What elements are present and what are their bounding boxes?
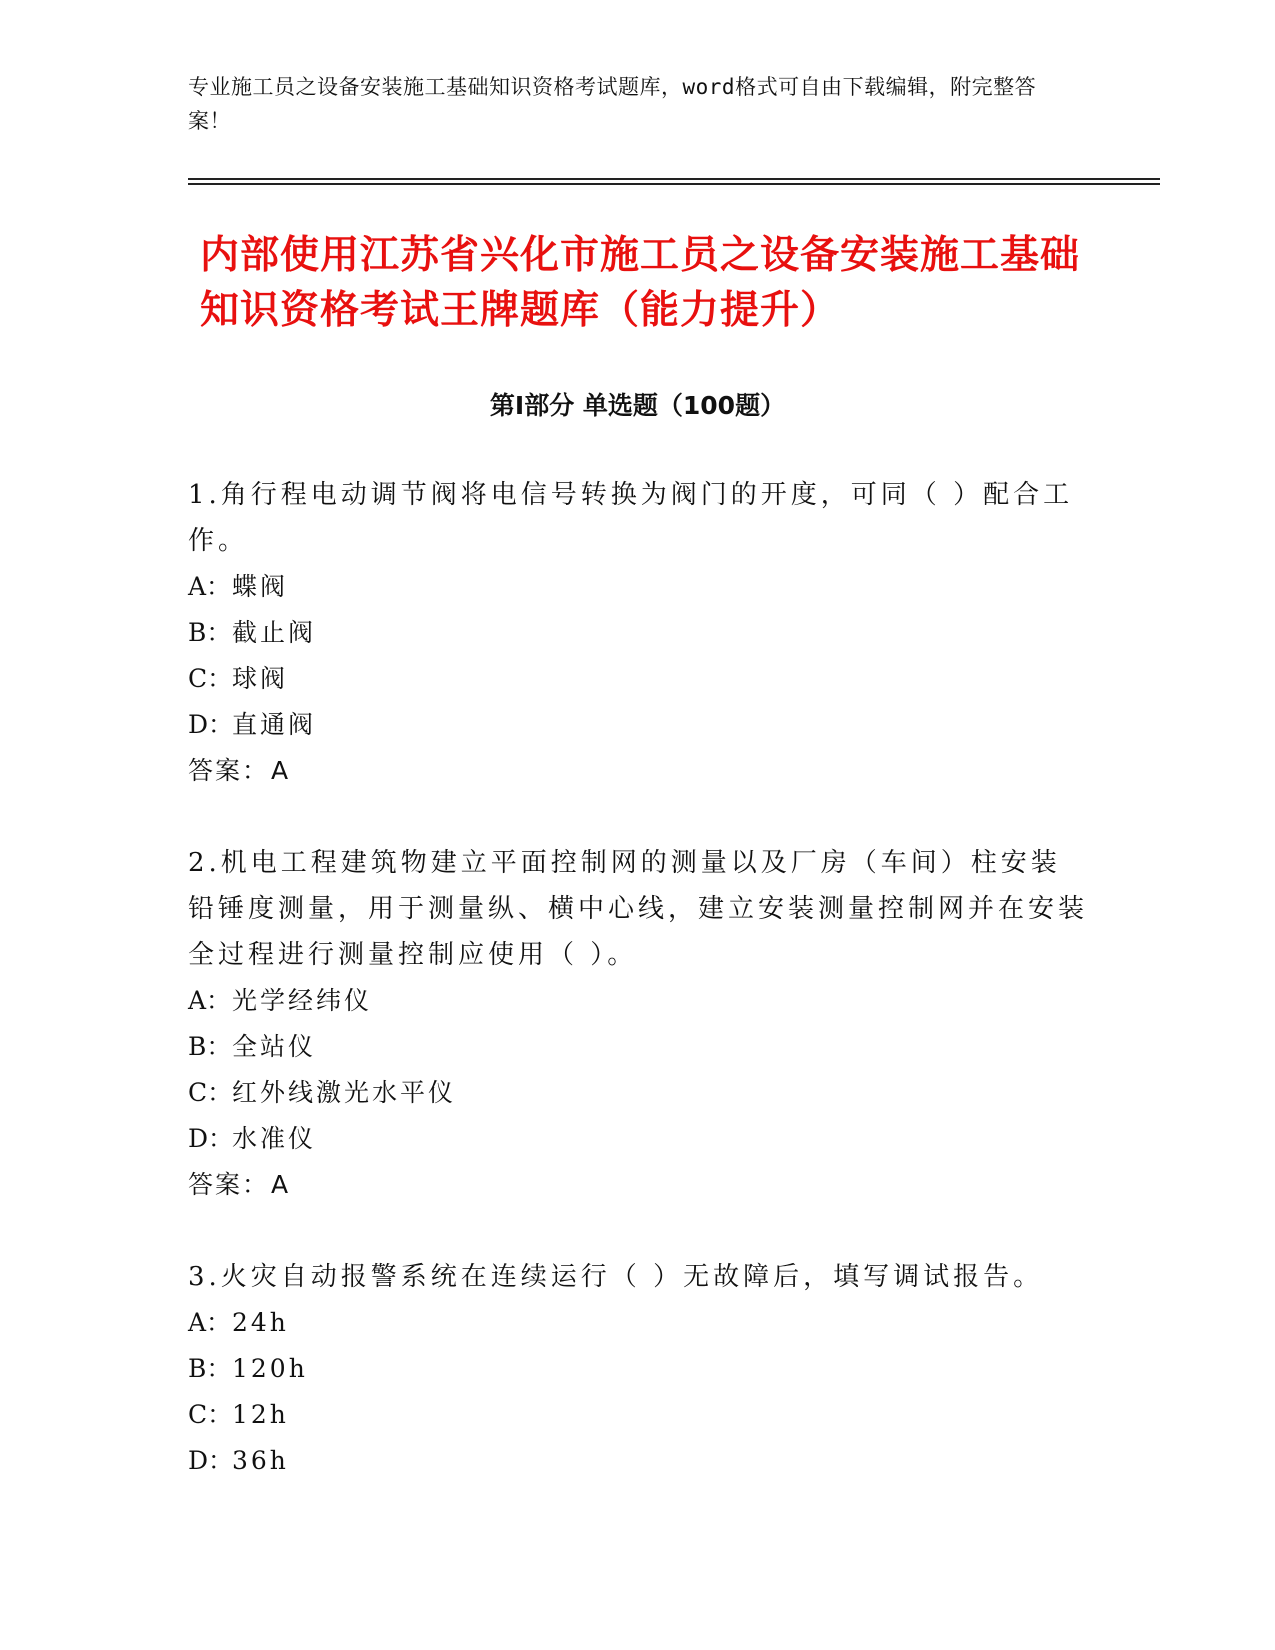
option-a <box>188 978 1088 1024</box>
answer-line <box>188 1162 1088 1208</box>
option-text: 蝶阀 <box>232 572 289 601</box>
option-text: 红外线激光水平仪 <box>232 1078 457 1107</box>
option-text: 球阀 <box>232 664 289 693</box>
option-text: 水准仪 <box>232 1124 317 1153</box>
option-key: A： <box>188 986 232 1015</box>
option-key: A： <box>188 1308 232 1337</box>
document-title: 内部使用江苏省兴化市施工员之设备安装施工基础知识资格考试王牌题库（能力提升） <box>200 233 1081 333</box>
option-a <box>188 564 1088 610</box>
option-key: D： <box>188 1446 234 1475</box>
answer-value: A <box>271 1170 289 1199</box>
option-c <box>188 656 1088 702</box>
option-text: 120h <box>232 1354 308 1383</box>
answer-value: A <box>271 756 289 785</box>
option-d <box>188 1438 1088 1484</box>
option-key: B： <box>188 618 232 647</box>
option-text: 全站仪 <box>232 1032 317 1061</box>
option-text: 光学经纬仪 <box>232 986 373 1015</box>
option-text: 直通阀 <box>232 710 317 739</box>
option-c <box>188 1070 1088 1116</box>
answer-label: 答案： <box>188 1170 270 1199</box>
header-divider-top <box>188 178 1160 180</box>
question-stem: 1.角行程电动调节阀将电信号转换为阀门的开度，可同（ ）配合工作。 <box>188 480 1074 556</box>
answer-line <box>188 748 1088 794</box>
question-2 <box>188 840 1088 1208</box>
header-note: 专业施工员之设备安装施工基础知识资格考试题库，word格式可自由下载编辑，附完整答案！ <box>188 75 1037 133</box>
option-key: D： <box>188 1124 234 1153</box>
option-key: D： <box>188 710 234 739</box>
option-d <box>188 702 1088 748</box>
option-text: 24h <box>232 1308 289 1337</box>
answer-label: 答案： <box>188 756 270 785</box>
option-text: 12h <box>232 1400 289 1429</box>
option-text: 36h <box>232 1446 289 1475</box>
option-key: C： <box>188 1078 233 1107</box>
option-d <box>188 1116 1088 1162</box>
question-stem: 3.火灾自动报警系统在连续运行（ ）无故障后，填写调试报告。 <box>188 1262 1044 1292</box>
option-key: C： <box>188 1400 233 1429</box>
option-a <box>188 1300 1088 1346</box>
option-c <box>188 1392 1088 1438</box>
option-key: B： <box>188 1032 232 1061</box>
option-b <box>188 1346 1088 1392</box>
question-3 <box>188 1254 1088 1484</box>
option-key: B： <box>188 1354 232 1383</box>
section-heading: 第Ⅰ部分 单选题（100题） <box>489 391 786 420</box>
question-stem: 2.机电工程建筑物建立平面控制网的测量以及厂房（车间）柱安装铅锤度测量，用于测量纵、横中心线，建立安装测量控制网并在安装全过程进行测量控制应使用（ ）。 <box>188 848 1089 970</box>
option-b <box>188 1024 1088 1070</box>
question-1 <box>188 472 1088 794</box>
option-key: C： <box>188 664 233 693</box>
option-text: 截止阀 <box>232 618 317 647</box>
option-b <box>188 610 1088 656</box>
header-divider-bottom <box>188 183 1160 185</box>
option-key: A： <box>188 572 232 601</box>
